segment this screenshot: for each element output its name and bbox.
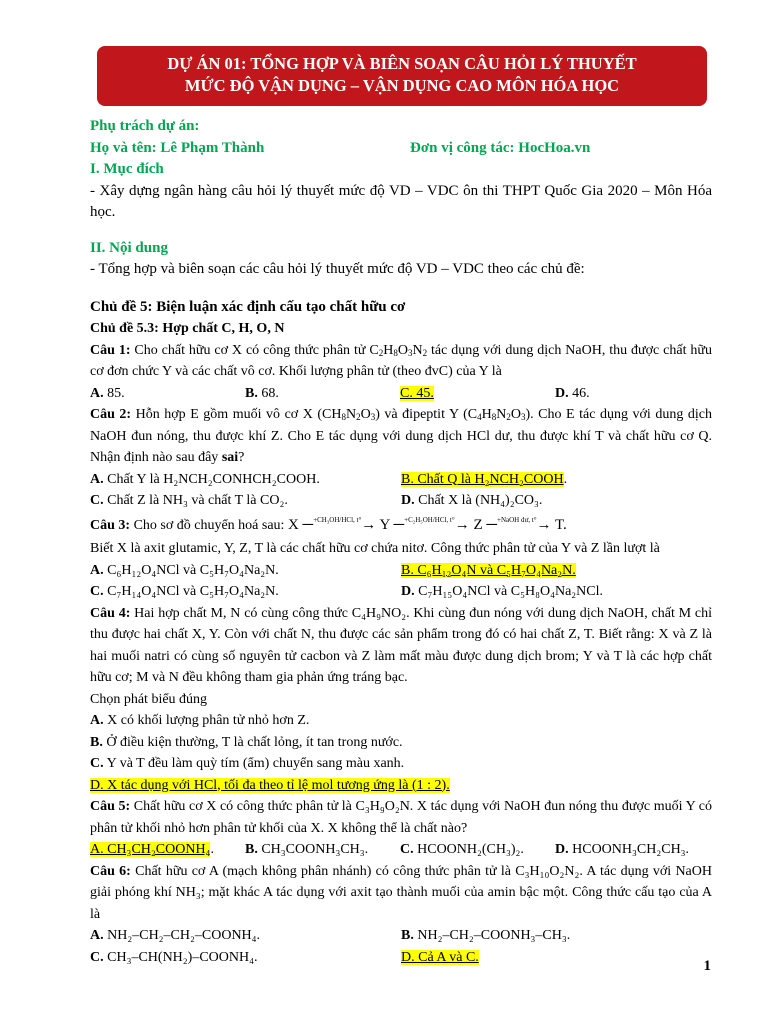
question-text: O — [360, 407, 371, 422]
question-text: Hai hợp chất M, N có cùng công thức C₄H₉NO₂. Khi cùng đun nóng với dung dịch NaOH, chất M chỉ thu được hai chất X, Y. Còn với chất N, thu được các sản phẩm trong đó có hai chất Z, T. Biết rằng: X và Z là hai muối natri có cùng số nguyên tử cacbon và Z làm mất màu được dung dịch brom; Y và T là các hợp chất hữu cơ; M và N đều không tham gia phản ứng tráng bạc. — [90, 605, 712, 685]
option-c — [400, 839, 555, 861]
document-body — [90, 116, 712, 968]
option-letter: C. — [90, 949, 104, 965]
question-text: tác dụng với dung dịch NaOH, thu được chất hữu cơ đơn chức Y và các chất vô cơ. Khối lượng phân tử (theo đvC) của Y là — [90, 342, 713, 379]
option-a — [90, 710, 712, 732]
option-b — [245, 383, 400, 405]
option-text: Y và T đều làm quỳ tím (ẩm) chuyển sang màu xanh. — [106, 756, 405, 771]
option-text: 46. — [568, 385, 590, 401]
author-name: Họ và tên: Lê Phạm Thành — [90, 139, 265, 156]
option-text: HCOONH₃CH₂CH₃. — [572, 842, 690, 857]
question-label: Câu 5: — [90, 799, 131, 814]
option-text: 85. — [103, 385, 125, 401]
option-letter: C. — [90, 493, 104, 508]
scheme-reagent: +CH₃OH/HCl, t° — [313, 515, 362, 524]
question-3-text: Biết X là axit glutamic, Y, Z, T là các chất hữu cơ chứa nitơ. Công thức phân tử của Y và Z lần lượt là — [90, 541, 660, 556]
option-letter: C. — [90, 756, 104, 771]
banner-line-1: DỰ ÁN 01: TỔNG HỢP VÀ BIÊN SOẠN CÂU HỎI LÝ THUYẾT — [167, 54, 637, 73]
question-label: Câu 2: — [90, 407, 132, 422]
question-label: Câu 3: — [90, 517, 131, 533]
question-1-options — [90, 383, 712, 405]
section-1-text: - Xây dựng ngân hàng câu hỏi lý thuyết mức độ VD – VDC ôn thi THPT Quốc Gia 2020 – Môn Hóa học. — [90, 182, 712, 220]
in-charge-label: Phụ trách dự án: — [90, 118, 200, 134]
section-2-title: II. Nội dung — [90, 239, 168, 256]
question-text: N — [496, 407, 507, 422]
option-c — [90, 490, 401, 512]
option-text: C₇H₁₅O₄NCl và C₅H₈O₄Na₂NCl. — [418, 584, 604, 599]
subscript: 2 — [422, 347, 428, 358]
option-letter: A. — [90, 471, 104, 487]
question-4-prompt: Chọn phát biểu đúng — [90, 691, 208, 707]
option-letter: B. — [245, 842, 258, 857]
option-d — [555, 383, 710, 405]
question-label: Câu 1: — [90, 342, 131, 358]
scheme-compound: T. — [555, 516, 567, 533]
option-d-answer — [401, 947, 712, 969]
option-b — [90, 732, 712, 754]
question-2-options-row-1 — [90, 469, 712, 491]
scheme-reagent: +NaOH dư, t° — [497, 515, 537, 524]
highlighted-answer: B. Chất Q là H₂NCH₂COOH — [401, 471, 564, 487]
title-banner — [97, 46, 707, 106]
option-letter: B. — [245, 385, 258, 401]
option-a — [90, 383, 245, 405]
question-4 — [90, 603, 712, 689]
subscript: 2 — [356, 412, 361, 422]
option-text: CH₃COONH₃CH₃. — [261, 842, 369, 857]
option-letter: B. — [401, 928, 414, 943]
highlighted-answer: D. X tác dụng với HCl, tối đa theo tỉ lệ mol tương ứng là (1 : 2). — [90, 777, 450, 793]
scheme-reagent: +C₂H₅OH/HCl, t° — [404, 515, 455, 524]
option-c-answer — [400, 383, 555, 405]
question-label: Câu 4: — [90, 605, 131, 621]
reaction-scheme: X ─$^{+CH_3OH/HCl, t^\circ}$→ Y ─$^{+C_2H_5OH/HCl, t^\circ}$→ Z ─$^{+NaOH dư, t^\circ}$→ T. — [287, 515, 567, 533]
topic-subtitle: Chủ đề 5.3: Hợp chất C, H, O, N — [90, 321, 285, 336]
option-d-answer — [90, 775, 712, 797]
subscript: 4 — [477, 412, 482, 422]
subscript: 2 — [378, 347, 384, 358]
option-letter: C. — [90, 584, 104, 599]
option-c — [90, 753, 712, 775]
question-2 — [90, 404, 712, 469]
question-5-options — [90, 839, 712, 861]
option-letter: B. — [90, 734, 103, 750]
option-text: NH₂–CH₂–COONH₃–CH₃. — [417, 928, 571, 943]
option-text: CH₃–CH(NH₂)–COONH₄. — [107, 949, 258, 965]
option-text: X có khối lượng phân tử nhỏ hơn Z. — [107, 713, 310, 728]
banner-line-2: MỨC ĐỘ VẬN DỤNG – VẬN DỤNG CAO MÔN HÓA HỌC — [184, 76, 620, 95]
option-b-answer — [401, 560, 712, 582]
option-c — [90, 947, 401, 969]
question-text: Chất hữu cơ A (mạch không phân nhánh) có công thức phân tử là C₃H₁₀O₂N₂. A tác dụng với NaOH giải phóng khí NH₃; mặt khác A tác dụng với axit tạo thành muối của amin bậc một. Công thức cấu tạo của A là — [90, 863, 712, 922]
question-5 — [90, 796, 712, 839]
option-letter: D. — [555, 842, 569, 857]
highlighted-answer: A. CH₃CH₂COONH₄ — [90, 842, 211, 857]
highlighted-answer: B. C₆H₁₂O₄N và C₅H₇O₄Na₂N. — [401, 562, 576, 578]
option-text: C₆H₁₂O₄NCl và C₅H₇O₄Na₂N. — [107, 562, 279, 578]
option-letter: A. — [90, 385, 104, 401]
question-3 — [90, 515, 712, 539]
option-a — [90, 925, 401, 947]
option-text: 68. — [257, 385, 279, 401]
option-text: NH₂–CH₂–CH₂–COONH₄. — [107, 928, 261, 943]
option-text: Ở điều kiện thường, T là chất lỏng, ít tan trong nước. — [106, 734, 403, 750]
section-2-text: - Tổng hợp và biên soạn các câu hỏi lý thuyết mức độ VD – VDC theo các chủ đề: — [90, 261, 585, 277]
question-6 — [90, 861, 712, 926]
subscript: 3 — [520, 412, 526, 422]
option-letter: D. — [401, 493, 415, 508]
highlighted-answer: C. 45. — [400, 385, 434, 401]
topic-title: Chủ đề 5: Biện luận xác định cấu tạo chất hữu cơ — [90, 298, 406, 315]
option-text: C₇H₁₄O₄NCl và C₅H₇O₄Na₂N. — [107, 584, 279, 599]
emphasis: sai — [221, 450, 239, 465]
question-text: ? — [238, 450, 245, 465]
option-c — [90, 581, 401, 603]
subscript: 8 — [393, 347, 398, 358]
question-1 — [90, 340, 712, 383]
option-text: Chất X là (NH₄)₂CO₃. — [418, 493, 543, 508]
option-b — [245, 839, 400, 861]
question-text: Chất hữu cơ X có công thức phân tử là C₃H₉O₂N. X tác dụng với NaOH đun nóng thu được muối Y có phân tử khối nhỏ hơn phân tử khối của X. X không thể là chất nào? — [90, 799, 712, 836]
question-text: O — [397, 342, 408, 358]
question-text: Cho chất hữu cơ X có công thức phân tử C — [130, 342, 379, 358]
question-text: N — [412, 342, 423, 358]
question-text: Cho sơ đồ chuyển hoá sau: — [130, 517, 285, 533]
author-unit: Đơn vị công tác: HocHoa.vn — [410, 139, 591, 156]
question-3-options-row-2 — [90, 581, 712, 603]
subscript: 3 — [407, 347, 413, 358]
option-a-answer: A. CH₃CH₂COONH₄. — [90, 842, 214, 857]
option-a — [90, 560, 401, 582]
option-text: Chất Y là H₂NCH₂CONHCH₂COOH. — [107, 471, 320, 487]
subscript: 8 — [341, 412, 346, 422]
option-d — [401, 581, 712, 603]
option-b-answer: B. Chất Q là H₂NCH₂COOH. — [401, 471, 568, 487]
question-text: N — [345, 407, 357, 422]
question-text: O — [510, 407, 521, 422]
author-row — [90, 138, 712, 160]
option-d — [555, 839, 710, 861]
page-number: 1 — [703, 958, 711, 974]
scheme-compound: X — [287, 516, 299, 533]
question-6-options-row-2 — [90, 947, 712, 969]
section-1-title: I. Mục đích — [90, 161, 164, 177]
option-letter: D. — [555, 385, 569, 401]
option-text: HCOONH₂(CH₃)₂. — [417, 842, 524, 857]
subscript: 3 — [370, 412, 376, 422]
question-2-options-row-2 — [90, 490, 712, 512]
question-text: H — [383, 342, 394, 358]
option-text: Chất Z là NH₃ và chất T là CO₂. — [107, 493, 288, 508]
option-letter: A. — [90, 713, 104, 728]
question-text: H — [481, 407, 492, 422]
question-text: Hỗn hợp E gồm muối vô cơ X (CH — [131, 407, 342, 422]
option-b — [401, 925, 712, 947]
question-label: Câu 6: — [90, 863, 131, 879]
subscript: 2 — [506, 412, 511, 422]
option-letter: D. — [401, 584, 415, 599]
scheme-compound: Y — [379, 516, 390, 533]
option-a — [90, 469, 401, 491]
question-3-options-row-1 — [90, 560, 712, 582]
question-text: ) và đipeptit Y (C — [375, 407, 478, 422]
option-letter: A. — [90, 562, 104, 578]
question-6-options-row-1 — [90, 925, 712, 947]
option-letter: C. — [400, 842, 414, 857]
scheme-compound: Z — [473, 516, 483, 533]
option-letter: A. — [90, 928, 104, 943]
highlighted-answer: D. Cả A và C. — [401, 949, 479, 965]
subscript: 8 — [491, 412, 497, 422]
option-d — [401, 490, 712, 512]
question-text: ). Cho E tác dụng với dung dịch NaOH đun nóng, thu được khí Z. Cho E tác dụng với dung dịch HCl dư, thu được khí T và chất hữu cơ Q. Nhận định nào sau đây — [90, 407, 712, 465]
